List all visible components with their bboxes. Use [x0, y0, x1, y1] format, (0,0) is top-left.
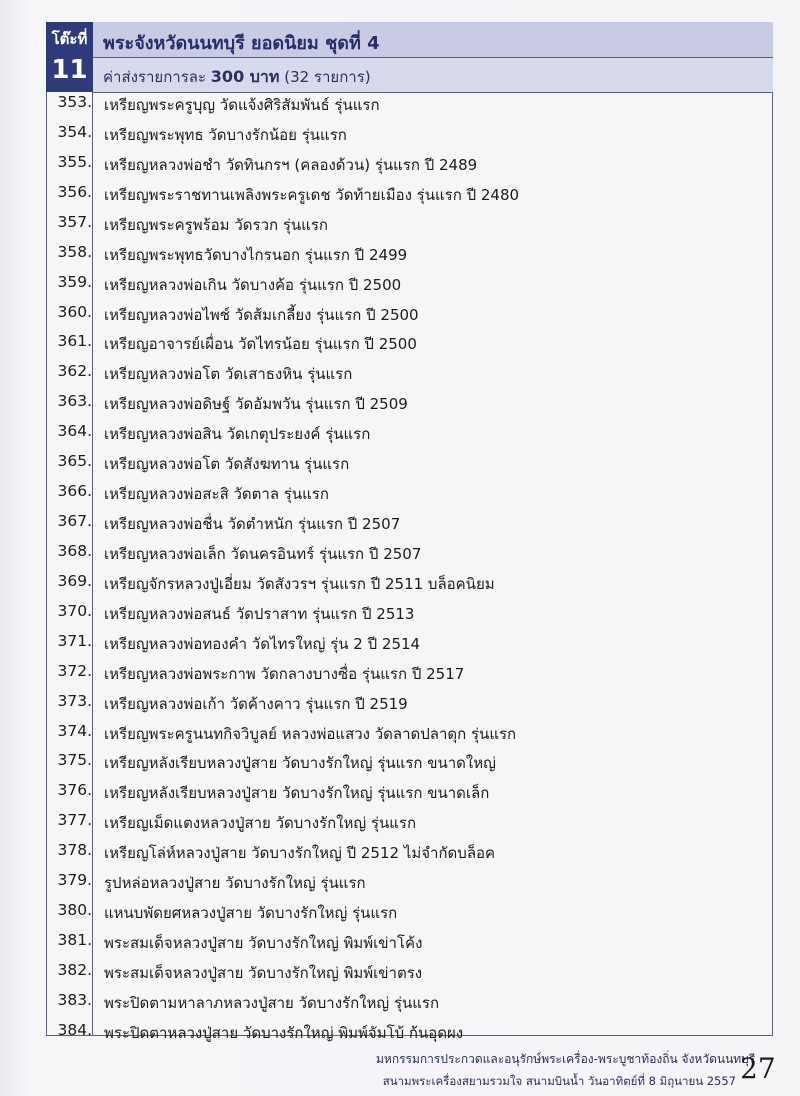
table-row: [46, 239, 773, 269]
table-row: [46, 628, 773, 658]
item-number: 356.: [57, 182, 92, 201]
header-title-row: [93, 22, 773, 58]
item-number: 375.: [57, 751, 92, 770]
item-description: เหรียญพระพุทธ วัดบางรักน้อย รุ่นแรก: [104, 125, 347, 144]
item-number: 360.: [57, 302, 92, 321]
item-number: 357.: [57, 212, 92, 231]
table-row: [46, 119, 773, 149]
item-description: เหรียญอาจารย์เผื่อน วัดไทรน้อย รุ่นแรก ปี 2500: [104, 335, 417, 354]
item-number: 362.: [57, 362, 92, 381]
item-description: เหรียญหลวงพ่อไพช์ วัดส้มเกลี้ยง รุ่นแรก ปี 2500: [104, 305, 419, 324]
item-number: 369.: [57, 571, 92, 590]
item-number: 381.: [57, 931, 92, 950]
item-number: 373.: [57, 691, 92, 710]
item-description: เหรียญพระครูพร้อม วัดรวก รุ่นแรก: [104, 215, 328, 234]
table-header: [46, 22, 773, 92]
item-number: 379.: [57, 871, 92, 890]
table-row: [46, 568, 773, 598]
item-description: เหรียญหลวงพ่อทองคำ วัดไทรใหญ่ รุ่น 2 ปี 2514: [104, 634, 421, 653]
item-number: 378.: [57, 841, 92, 860]
item-number: 383.: [57, 990, 92, 1009]
page-footer: [376, 1050, 756, 1091]
fee-suffix: (32 รายการ): [279, 68, 371, 86]
item-description: เหรียญโล่ห์หลวงปู่สาย วัดบางรักใหญ่ ปี 2512 ไม่จำกัดบล็อค: [104, 844, 496, 863]
item-number: 380.: [57, 901, 92, 920]
fee-amount: 300 บาท: [210, 67, 280, 86]
item-description: เหรียญหลังเรียบหลวงปู่สาย วัดบางรักใหญ่ รุ่นแรก ขนาดเล็ก: [104, 784, 490, 803]
table-row: [46, 448, 773, 478]
item-description: เหรียญจักรหลวงปู่เอี่ยม วัดสังวรฯ รุ่นแรก ปี 2511 บล็อคนิยม: [104, 574, 495, 593]
table-row: [46, 777, 773, 807]
item-number: 374.: [57, 721, 92, 740]
category-title: พระจังหวัดนนทบุรี ยอดนิยม ชุดที่ 4: [103, 33, 380, 54]
item-description: เหรียญหลวงพ่อเก้า วัดค้างคาว รุ่นแรก ปี 2519: [104, 694, 408, 713]
table-row: [46, 837, 773, 867]
item-description: พระปิดตามหาลาภหลวงปู่สาย วัดบางรักใหญ่ รุ่นแรก: [104, 993, 440, 1012]
item-description: เหรียญพระครูนนทกิจวิบูลย์ หลวงพ่อแสวง วัดลาดปลาดุก รุ่นแรก: [104, 724, 517, 743]
item-description: เหรียญหลวงพ่อโต วัดสังฆทาน รุ่นแรก: [104, 455, 350, 474]
item-description: เหรียญเม็ดแตงหลวงปู่สาย วัดบางรักใหญ่ รุ่นแรก: [104, 814, 417, 833]
item-description: เหรียญหลวงพ่อสะสิ วัดตาล รุ่นแรก: [104, 485, 329, 504]
item-description: แหนบพัดยศหลวงปู่สาย วัดบางรักใหญ่ รุ่นแรก: [104, 904, 398, 923]
item-description: เหรียญหลังเรียบหลวงปู่สาย วัดบางรักใหญ่ รุ่นแรก ขนาดใหญ่: [104, 754, 496, 773]
item-description: เหรียญหลวงพ่อชำ วัดทินกรฯ (คลองด้วน) รุ่นแรก ปี 2489: [104, 155, 478, 174]
item-description: พระสมเด็จหลวงปู่สาย วัดบางรักใหญ่ พิมพ์เข่าตรง: [104, 963, 423, 982]
table-row: [46, 1017, 773, 1047]
footer-venue-date: สนามพระเครื่องสยามรวมใจ สนามบินน้ำ วันอาทิตย์ที่ 8 มิถุนายน 2557: [382, 1074, 736, 1088]
item-description: พระสมเด็จหลวงปู่สาย วัดบางรักใหญ่ พิมพ์เข่าโค้ง: [104, 934, 423, 953]
item-number: 371.: [57, 631, 92, 650]
page-number: 27: [740, 1052, 776, 1085]
table-row: [46, 987, 773, 1017]
table-row: [46, 538, 773, 568]
table-row: [46, 927, 773, 957]
item-number: 361.: [57, 332, 92, 351]
table-row: [46, 418, 773, 448]
item-description: เหรียญหลวงพ่อสนธ์ วัดปราสาท รุ่นแรก ปี 2513: [104, 604, 415, 623]
table-row: [46, 328, 773, 358]
item-description: รูปหล่อหลวงปู่สาย วัดบางรักใหญ่ รุ่นแรก: [104, 874, 366, 893]
table-row: [46, 867, 773, 897]
item-number: 382.: [57, 960, 92, 979]
item-number: 358.: [57, 242, 92, 261]
table-row: [46, 388, 773, 418]
table-row: [46, 179, 773, 209]
fee-prefix: ค่าส่งรายการละ: [103, 68, 211, 86]
header-fee-row: [93, 58, 773, 93]
table-row: [46, 299, 773, 329]
table-row: [46, 478, 773, 508]
table-row: [46, 269, 773, 299]
table-label: โต๊ะที่: [51, 30, 88, 48]
table-row: [46, 957, 773, 987]
item-number: 354.: [57, 122, 92, 141]
table-row: [46, 718, 773, 748]
item-number: 365.: [57, 452, 92, 471]
item-number: 370.: [57, 601, 92, 620]
item-number: 367.: [57, 512, 92, 531]
item-description: เหรียญหลวงพ่อดิษฐ์ วัดอัมพวัน รุ่นแรก ปี 2509: [104, 395, 408, 414]
table-row: [46, 747, 773, 777]
item-number: 376.: [57, 781, 92, 800]
item-number: 359.: [57, 272, 92, 291]
table-row: [46, 897, 773, 927]
item-number: 364.: [57, 422, 92, 441]
item-description: เหรียญหลวงพ่อเกิน วัดบางค้อ รุ่นแรก ปี 2500: [104, 275, 402, 294]
item-description: เหรียญหลวงพ่อโต วัดเสาธงหิน รุ่นแรก: [104, 365, 353, 384]
item-description: เหรียญพระพุทธวัดบางไกรนอก รุ่นแรก ปี 2499: [104, 245, 408, 264]
table-row: [46, 209, 773, 239]
table-row: [46, 149, 773, 179]
table-row: [46, 89, 773, 119]
item-number: 366.: [57, 482, 92, 501]
item-description: เหรียญหลวงพ่อเล็ก วัดนครอินทร์ รุ่นแรก ปี 2507: [104, 544, 422, 563]
table-row: [46, 598, 773, 628]
item-number: 353.: [57, 93, 92, 111]
item-number: 377.: [57, 811, 92, 830]
table-row: [46, 358, 773, 388]
table-row: [46, 658, 773, 688]
item-number: 355.: [57, 152, 92, 171]
item-number: 384.: [57, 1020, 92, 1039]
item-number: 372.: [57, 661, 92, 680]
item-description: เหรียญพระราชทานเพลิงพระครูเดช วัดท้ายเมือง รุ่นแรก ปี 2480: [104, 185, 520, 204]
item-description: เหรียญพระครูบุญ วัดแจ้งศิริสัมพันธ์ รุ่นแรก: [104, 96, 380, 114]
item-description: เหรียญหลวงพ่อสิน วัดเกตุประยงค์ รุ่นแรก: [104, 425, 371, 444]
item-number: 363.: [57, 392, 92, 411]
table-number: 11: [51, 55, 88, 85]
entry-fee-text: [103, 65, 371, 90]
item-number: 368.: [57, 541, 92, 560]
item-description: เหรียญหลวงพ่อพระกาพ วัดกลางบางซื่อ รุ่นแรก ปี 2517: [104, 664, 465, 683]
table-row: [46, 688, 773, 718]
table-row: [46, 807, 773, 837]
item-description: เหรียญหลวงพ่อชื่น วัดตำหนัก รุ่นแรก ปี 2507: [104, 515, 401, 534]
table-row: [46, 508, 773, 538]
item-description: พระปิดตาหลวงปู่สาย วัดบางรักใหญ่ พิมพ์จัมโบ้ ก้นอุดผง: [104, 1023, 464, 1042]
footer-event-title: มหกรรมการประกวดและอนุรักษ์พระเครื่อง-พระบูชาท้องถิ่น จังหวัดนนทบุรี: [376, 1052, 756, 1066]
table-number-badge: [46, 22, 93, 92]
